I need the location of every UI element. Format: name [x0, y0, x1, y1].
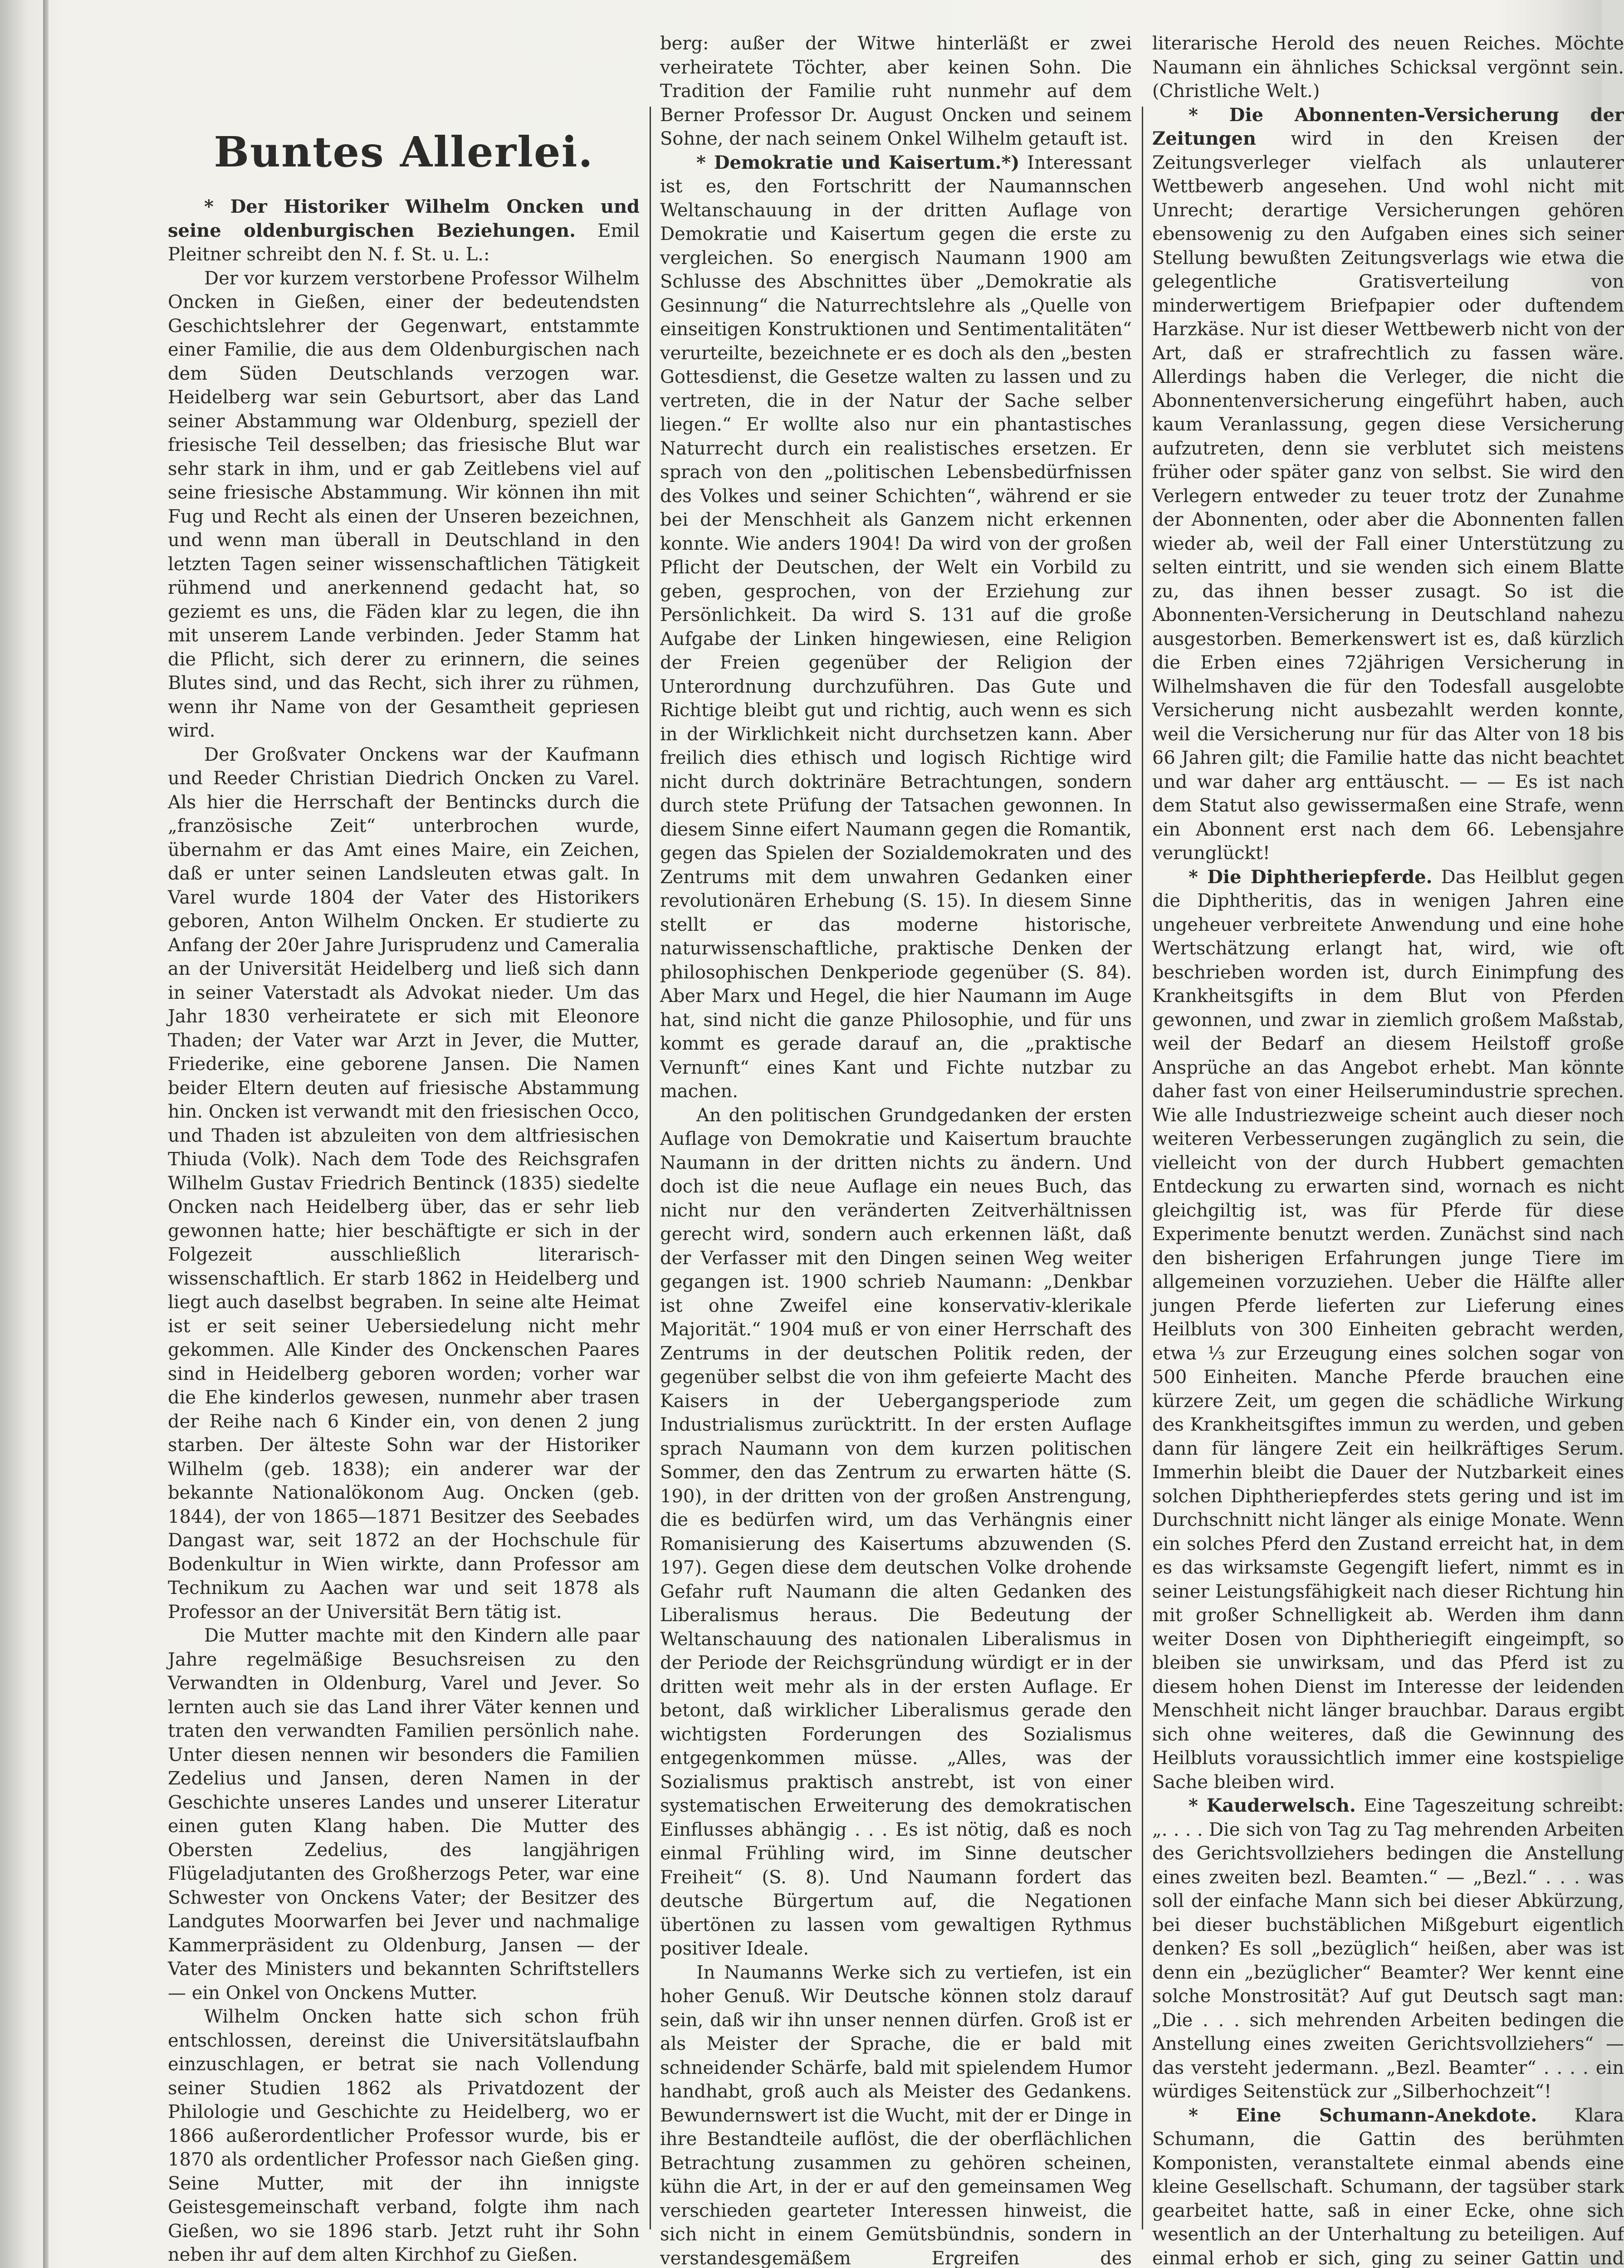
article-heading: * Demokratie und Kaisertum.*): [696, 152, 1020, 173]
article-text: wird in den Kreisen der Zeitungsverleger vielfach als unlauterer Wettbewerb angesehen. Und wohl nicht mit Unrecht; derartige Versicherungen gehören ebensowenig zu den Aufgaben eines sich seiner Stellung bewußten Zeitungsverlags wie etwa die gelegentliche Gratisverteilung von minderwertigem Briefpapier oder duftendem Harzkäse. Nur ist dieser Wettbewerb nicht von der Art, daß er strafrechtlich zu fassen wäre. Allerdings haben die Verleger, die nicht die Abonnentenversicherung eingeführt haben, auch kaum Veranlassung, gegen diese Versicherung aufzutreten, denn sie verblutet sich meistens früher oder später ganz von selbst. Sie wird den Verlegern entweder zu teuer trotz der Zunahme der Abonnenten, oder aber die Abonnenten fallen wieder ab, weil der Fall einer Unterstützung zu selten eintritt, und sie wenden sich einem Blatte zu, das ihnen besser zusagt. So ist die Abonnenten-Versicherung in Deutschland nahezu ausgestorben. Bemerkenswert ist es, daß kürzlich die Erben eines 72jährigen Versicherung in Wilhelmshaven die für den Todesfall ausgelobte Versicherung nicht ausbezahlt werden konnte, weil die Versicherung nur für das Alter von 18 bis 66 Jahren gilt; die Familie hatte das nicht beachtet und war daher arg enttäuscht. — — Es ist nach dem Statut also gewissermaßen eine Strafe, wenn ein Abonnent erst nach dem 66. Lebensjahre verunglückt!: [1152, 128, 1624, 864]
article-text: An den politischen Grundgedanken der ersten Auflage von Demokratie und Kaisertum brauchte Naumann in der dritten nichts zu ändern. Und doch ist die neue Auflage ein neues Buch, das nicht nur den veränderten Zeitverhältnissen gerecht wird, sondern auch erkennen läßt, daß der Verfasser mit den Dingen seinen Weg weiter gegangen ist. 1900 schrieb Naumann: „Denkbar ist ohne Zweifel eine konservativ-klerikale Majorität.“ 1904 muß er von einer Herrschaft des Zentrums in der deutschen Politik reden, der gegenüber selbst die von ihm gefeierte Macht des Kaisers in der Uebergangsperiode zum Industrialismus zurücktritt. In der ersten Auflage sprach Naumann von dem kurzen politischen Sommer, den das Zentrum zu erwarten hätte (S. 190), in der dritten von der großen Anstrengung, die es bedürfen wird, um das Verhängnis einer Romanisierung des Kaisertums abzuwenden (S. 197). Gegen diese dem deutschen Volke drohende Gefahr ruft Naumann die alten Gedanken des Liberalismus heraus. Die Bedeutung der Weltanschauung des nationalen Liberalismus in der Periode der Reichsgründung würdigt er in der dritten weit mehr als in der ersten Auflage. Er betont, daß wirklicher Liberalismus gerade den wichtigsten Forderungen des Sozialismus entgegenkommen müsse. „Alles, was der Sozialismus praktisch anstrebt, ist von einer systematischen Erweiterung des demokratischen Einflusses abhängig . . . Es ist nötig, daß es noch einmal Frühling wird, im Sinne deutscher Freiheit“ (S. 8). Und Naumann fordert das deutsche Bürgertum auf, die Negationen übertönen zu lassen vom gewaltigen Rythmus positiver Ideale.: [660, 1105, 1132, 1959]
article-text: Emil Pleitner schreibt den N. f. St. u. L.:: [168, 220, 640, 265]
article-text: Das Heilblut gegen die Diphtheritis, das in wenigen Jahren eine ungeheuer verbreitete Anwendung und eine hohe Wertschätzung erlangt hat, wird, wie oft beschrieben worden ist, durch Einimpfung des Krankheitsgifts in dem Blut von Pferden gewonnen, und zwar in ziemlich großem Maßstab, weil der Bedarf an diesem Heilstoff große Ansprüche an das Angebot erhebt. Man könnte daher fast von einer Heilserumindustrie sprechen. Wie alle Industriezweige scheint auch dieser noch weiteren Verbesserungen zugänglich zu sein, die vielleicht von der durch Hubbert gemachten Entdeckung zu erwarten sind, wornach es nicht gleichgiltig ist, was für Pferde für diese Experimente benutzt werden. Zunächst sind nach den bisherigen Erfahrungen junge Tiere im allgemeinen vorzuziehen. Ueber die Hälfte aller jungen Pferde lieferten zur Lieferung eines Heilbluts von 300 Einheiten gebracht werden, etwa ⅓ zur Erzeugung eines solchen sogar von 500 Einheiten. Manche Pferde brauchen eine kürzere Zeit, um gegen die schädliche Wirkung des Krankheitsgiftes immun zu werden, und geben dann für längere Zeit ein heilkräftiges Serum. Immerhin bleibt die Dauer der Nutzbarkeit eines solchen Diphtheriepferdes stets gering und ist im Durchschnitt nicht länger als einige Monate. Wenn ein solches Pferd den Zustand erreicht hat, in dem es das wirksamste Gegengift liefert, nimmt es in seiner Leistungsfähigkeit nach dieser Richtung hin mit großer Schnelligkeit ab. Werden ihm dann weiter Dosen von Diphtheriegift eingeimpft, so bleiben sie unwirksam, und das Pferd ist zu diesem hohen Dienst im Interesse der leidenden Menschheit nicht länger brauchbar. Daraus ergibt sich ohne weiteres, daß die Gewinnung des Heilbluts voraussichtlich immer eine kostspielige Sache bleiben wird.: [1152, 866, 1624, 1793]
article-paragraph: [168, 267, 640, 743]
article-heading: * Kauderwelsch.: [1189, 1795, 1356, 1816]
article-paragraph: [660, 151, 1132, 1104]
article-paragraph: [168, 743, 640, 1624]
article-text: Eine Tageszeitung schreibt: „. . . . Die sich von Tag zu Tag mehrenden Arbeiten des Gerichtsvollziehers bedingen die Anstellung eines zweiten bezl. Beamten.“ — „Bezl.“ . . . was soll der einfache Mann sich bei dieser Abkürzung, bei dieser buchstäblichen Mißgeburt eigentlich denken? Es soll „bezüglich“ heißen, aber was ist denn ein „bezüglicher“ Beamter? Wer kennt eine solche Monstrosität? Auf gut Deutsch sagt man: „Die . . . sich mehrenden Arbeiten bedingen die Anstellung eines zweiten Gerichtsvollziehers“ — das versteht jedermann. „Bezl. Beamter“ . . . . ein würdiges Seitenstück zur „Silberhochzeit“!: [1152, 1795, 1624, 2102]
article-text: Wilhelm Oncken hatte sich schon früh entschlossen, dereinst die Universitätslaufbahn einzuschlagen, er betrat sie nach Vollendung seiner Studien 1862 als Privatdozent der Philologie und Geschichte zu Heidelberg, wo er 1866 außerordentlicher Professor wurde, bis er 1870 als ordentlicher Professor nach Gießen ging. Seine Mutter, mit der ihn innigste Geistesgemeinschaft verband, folgte ihm nach Gießen, wo sie 1896 starb. Jetzt ruht ihr Sohn neben ihr auf dem alten Kirchhof zu Gießen.: [168, 2006, 640, 2265]
article-text: Klara Schumann, die Gattin des berühmten Komponisten, veranstaltete einmal abends eine kleine Gesellschaft. Schumann, der tagsüber stark gearbeitet hatte, saß in einer Ecke, ohne sich wesentlich an der Unterhaltung zu beteiligen. Auf einmal erhob er sich, ging zu seiner Gattin und: [1152, 2105, 1624, 2268]
column-1: [168, 32, 640, 2268]
article-paragraph: [168, 1624, 640, 2005]
article-paragraph: [660, 32, 1132, 151]
article-heading: * Die Diphtheriepferde.: [1189, 866, 1433, 888]
column-3: [1152, 32, 1624, 2268]
column-1-body: [168, 195, 640, 2268]
article-paragraph: [1152, 103, 1624, 865]
article-paragraph: [660, 1104, 1132, 1961]
column-rule-2: [1142, 107, 1143, 2229]
article-text: literarische Herold des neuen Reiches. Möchte Naumann ein ähnliches Schicksal vergönnt sein. (Christliche Welt.): [1152, 33, 1624, 102]
article-text: In Naumanns Werke sich zu vertiefen, ist ein hoher Genuß. Wir Deutsche können stolz darauf sein, daß wir ihn unser nennen dürfen. Groß ist er als Meister der Sprache, die er bald mit schneidender Schärfe, bald mit spielendem Humor handhabt, groß auch als Meister des Gedankens. Bewundernswert ist die Wucht, mit der er Dinge in ihre Bestandteile auflöst, die der oberflächlichen Betrachtung zusammen zu gehören scheinen, kühn die Art, in der er auf den gemeinsamen Weg verschieden gearteter Interessen hinweist, die sich nicht in einem Gemütsbündnis, sondern in verstandesgemäßem Ergreifen des: [660, 1962, 1132, 2268]
page-title: Buntes Allerlei.: [214, 127, 594, 176]
article-text: Der vor kurzem verstorbene Professor Wilhelm Oncken in Gießen, einer der bedeutendsten Geschichtslehrer der Gegenwart, entstammte einer Familie, die aus dem Oldenburgischen nach dem Süden Deutschlands verzogen war. Heidelberg war sein Geburtsort, aber das Land seiner Abstammung war Oldenburg, speziell der friesische Teil desselben; das friesische Blut war sehr stark in ihm, und er gab Zeitlebens viel auf seine friesische Abstammung. Wir können ihn mit Fug und Recht als einen der Unseren bezeichnen, und wenn man überall in Deutschland in den letzten Tagen seiner wissenschaftlichen Tätigkeit rühmend und anerkennend gedacht hat, so geziemt es uns, die Fäden klar zu legen, die ihn mit unserem Lande verbinden. Jeder Stamm hat die Pflicht, sich derer zu erinnern, die seines Blutes sind, und das Recht, sich ihrer zu rühmen, wenn ihr Name von der Gesamtheit gepriesen wird.: [168, 268, 640, 741]
column-3-body: [1152, 32, 1624, 2268]
article-paragraph: [1152, 865, 1624, 1794]
article-text: Die Mutter machte mit den Kindern alle paar Jahre regelmäßige Besuchsreisen zu den Verwandten in Oldenburg, Varel und Jever. So lernten auch sie das Land ihrer Väter kennen und traten den verwandten Familien persönlich nahe. Unter diesen nennen wir besonders die Familien Zedelius und Jansen, deren Namen in der Geschichte unseres Landes und unserer Literatur einen guten Klang haben. Die Mutter des Obersten Zedelius, des langjährigen Flügeladjutanten des Großherzogs Peter, war eine Schwester von Onckens Vater; der Besitzer des Landgutes Moorwarfen bei Jever und nachmalige Kammerpräsident zu Oldenburg, Jansen — der Vater des Ministers und bekannten Schriftstellers — ein Onkel von Onckens Mutter.: [168, 1625, 640, 2004]
article-paragraph: [1152, 32, 1624, 103]
article-text: berg: außer der Witwe hinterläßt er zwei verheiratete Töchter, aber keinen Sohn. Die Tradition der Familie ruht nunmehr auf dem Berner Professor Dr. August Oncken und seinem Sohne, der nach seinem Onkel Wilhelm getauft ist.: [660, 33, 1132, 149]
article-paragraph: [660, 1961, 1132, 2268]
article-text: Interessant ist es, den Fortschritt der Naumannschen Weltanschauung in der dritten Auflage von Demokratie und Kaisertum gegen die erste zu vergleichen. So energisch Naumann 1900 am Schlusse des Abschnittes über „Demokratie als Gesinnung“ die Naturrechtslehre als „Quelle von einseitigen Konstruktionen und Sentimentalitäten“ verurteilte, bezeichnete er es doch als den „besten Gottesdienst, die Gesetze walten zu lassen und zu vertreten, die in der Natur der Sache selber liegen.“ Er wollte also nur ein phantastisches Naturrecht durch ein realistisches ersetzen. Er sprach von den „politischen Lebensbedürfnissen des Volkes und seiner Schichten“, während er sie bei der Menschheit als Ganzem nicht erkennen konnte. Wie anders 1904! Da wird von der großen Pflicht der Deutschen, der Welt ein Vorbild zu geben, gesprochen, von der Erziehung zur Persönlichkeit. Da wird S. 131 auf die große Aufgabe der Linken hingewiesen, eine Religion der Freien gegenüber der Religion der Unterordnung durchzuführen. Das Gute und Richtige bleibt gut und richtig, auch wenn es sich in der Wirklichkeit nicht durchsetzen kann. Aber freilich dies ethisch und logisch Richtige wird nicht durch doktrinäre Betrachtungen, sondern durch stete Prüfung der Tatsachen gewonnen. In diesem Sinne eifert Naumann gegen die Romantik, gegen das Spielen der Sozialdemokraten und des Zentrums mit dem unwahren Gedanken einer revolutionären Erhebung (S. 15). In diesem Sinne stellt er das moderne historische, naturwissenschaftliche, praktische Denken der philosophischen Denkperiode gegenüber (S. 84). Aber Marx und Hegel, die hier Naumann im Auge hat, sind nicht die ganze Philosophie, und für uns kommt es gerade darauf an, die „praktische Vernunft“ eines Kant und Fichte nutzbar zu machen.: [660, 152, 1132, 1102]
column-2: [660, 32, 1132, 2268]
article-paragraph: [168, 195, 640, 267]
article-heading: * Eine Schumann-Anekdote.: [1189, 2104, 1537, 2126]
newspaper-page: [50, 32, 1624, 2268]
article-text: Der Großvater Onckens war der Kaufmann und Reeder Christian Diedrich Oncken zu Varel. Als hier die Herrschaft der Bentincks durch die „französische Zeit“ unterbrochen wurde, übernahm er das Amt eines Maire, ein Zeichen, daß er unter seinen Landsleuten etwas galt. In Varel wurde 1804 der Vater des Historikers geboren, Anton Wilhelm Oncken. Er studierte zu Anfang der 20er Jahre Jurisprudenz und Cameralia an der Universität Heidelberg und ließ sich dann in seiner Vaterstadt als Advokat nieder. Um das Jahr 1830 verheiratete er sich mit Eleonore Thaden; der Vater war Arzt in Jever, die Mutter, Friederike, eine geborene Jansen. Die Namen beider Eltern deuten auf friesische Abstammung hin. Oncken ist verwandt mit den friesischen Occo, und Thaden ist abzuleiten von dem altfriesischen Thiuda (Volk). Nach dem Tode des Reichsgrafen Wilhelm Gustav Friedrich Bentinck (1835) siedelte Oncken nach Heidelberg über, das er sehr lieb gewonnen hatte; hier beschäftigte er sich in der Folgezeit ausschließlich literarisch-wissenschaftlich. Er starb 1862 in Heidelberg und liegt auch daselbst begraben. In seine alte Heimat ist er seit seiner Uebersiedelung nicht mehr gekommen. Alle Kinder des Onckenschen Paares sind in Heidelberg geboren worden; vorher war die Ehe kinderlos gewesen, nunmehr aber trasen der Reihe nach 6 Kinder ein, von denen 2 jung starben. Der älteste Sohn war der Historiker Wilhelm (geb. 1838); ein anderer war der bekannte Nationalökonom Aug. Oncken (geb. 1844), der von 1865—1871 Besitzer des Seebades Dangast war, seit 1872 an der Hochschule für Bodenkultur in Wien wirkte, dann Professor am Technikum zu Aachen war und seit 1878 als Professor an der Universität Bern tätig ist.: [168, 744, 640, 1623]
column-rule-1: [650, 107, 651, 2229]
book-spine-shadow: [43, 0, 49, 2268]
article-paragraph: [1152, 1794, 1624, 2104]
article-paragraph: [168, 2005, 640, 2267]
article-paragraph: [1152, 2104, 1624, 2268]
article-heading: * Die Abonnenten-Versicherung der Zeitungen: [1152, 104, 1624, 149]
column-2-body: [660, 32, 1132, 2268]
article-heading: * Der Historiker Wilhelm Oncken und seine oldenburgischen Beziehungen.: [168, 196, 640, 241]
